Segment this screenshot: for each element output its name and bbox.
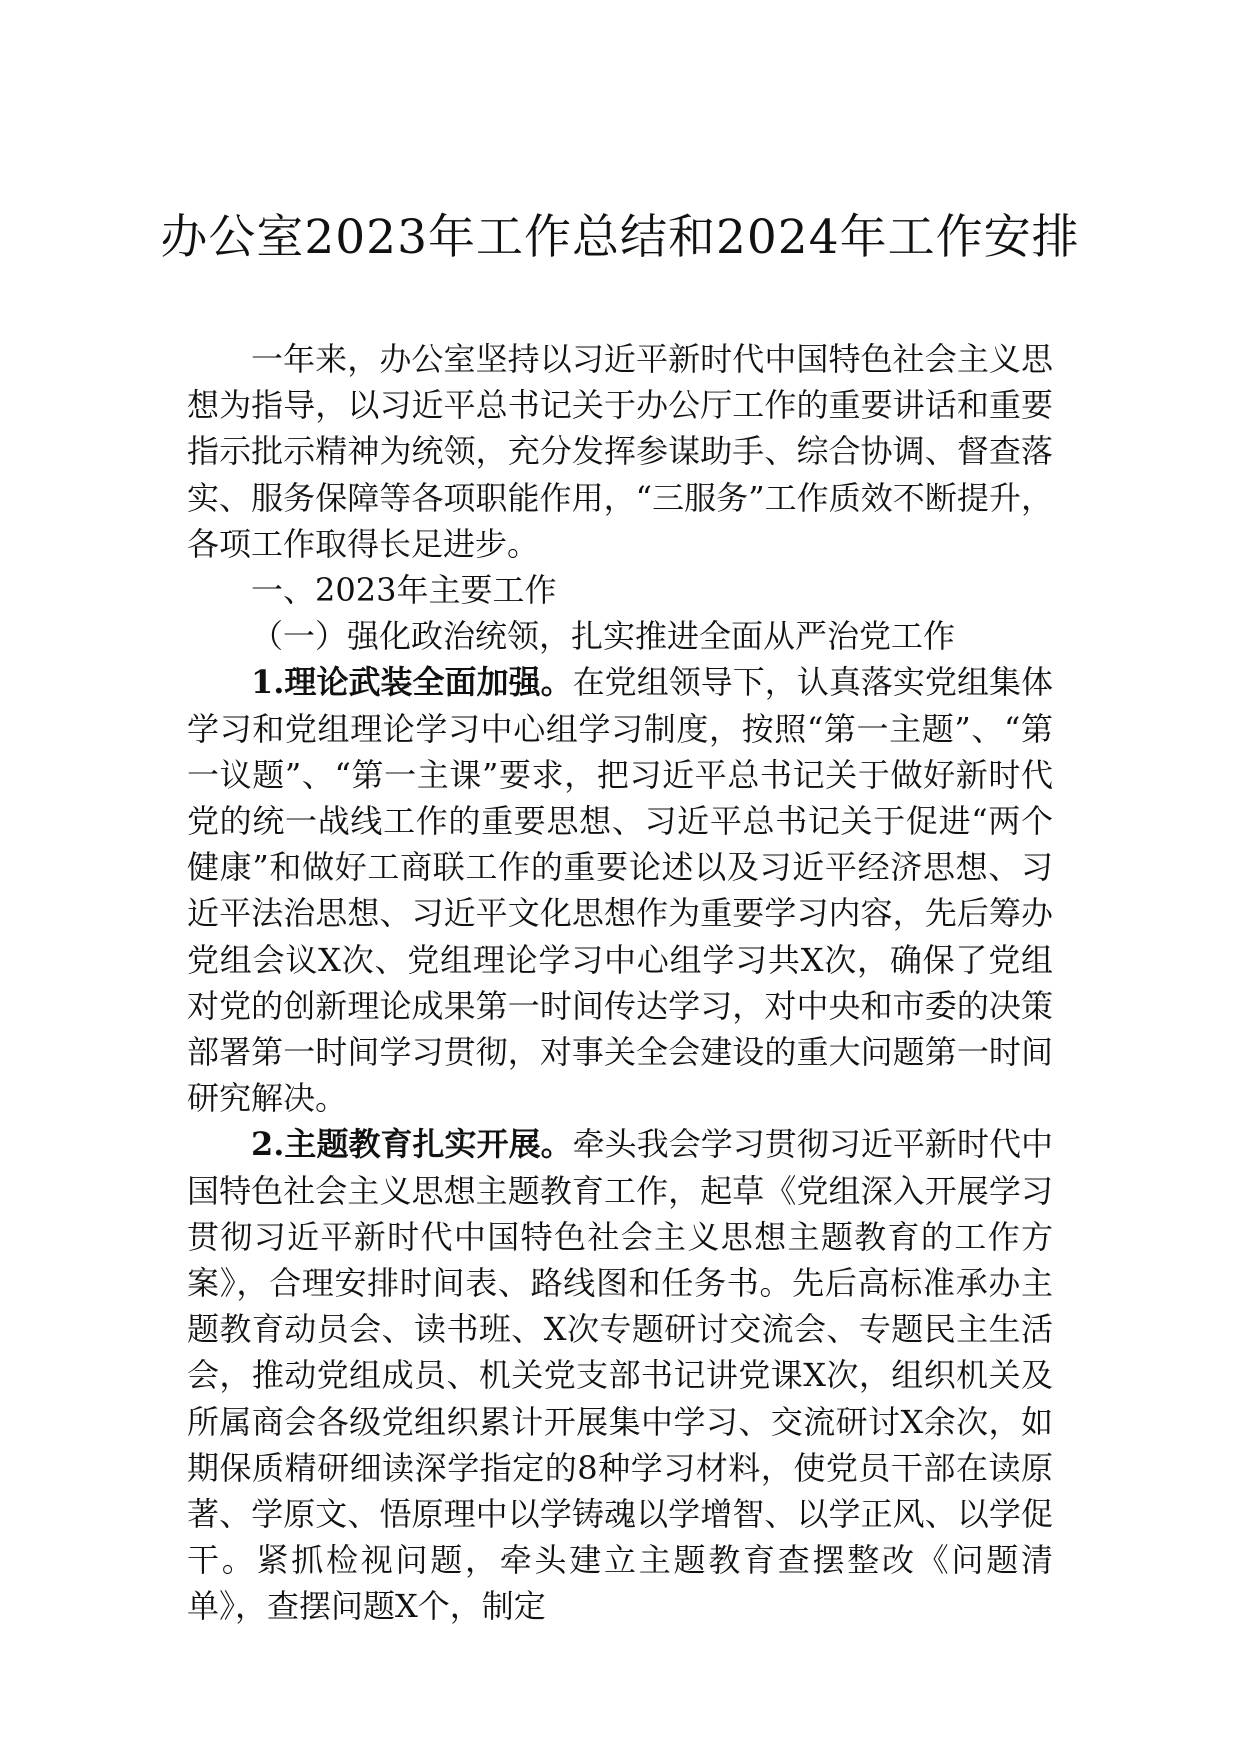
intro-paragraph: 一年来，办公室坚持以习近平新时代中国特色社会主义思想为指导，以习近平总书记关于办公厅工作的重要讲话和重要指示批示精神为统领，充分发挥参谋助手、综合协调、督查落实、服务保障等各项职能作用，“三服务”工作质效不断提升，各项工作取得长足进步。	[187, 340, 1053, 563]
document-body	[187, 336, 1053, 1630]
item-2-text: 牵头我会学习贯彻习近平新时代中国特色社会主义思想主题教育工作，起草《党组深入开展学习贯彻习近平新时代中国特色社会主义思想主题教育的工作方案》，合理安排时间表、路线图和任务书。先后高标准承办主题教育动员会、读书班、X次专题研讨交流会、专题民主生活会，推动党组成员、机关党支部书记讲党课X次，组织机关及所属商会各级党组织累计开展集中学习、交流研讨X余次，如期保质精研细读深学指定的8种学习材料，使党员干部在读原著、学原文、悟原理中以学铸魂以学增智、以学正风、以学促干。紧抓检视问题，牵头建立主题教育查摆整改《问题清单》，查摆问题X个，制定	[187, 1125, 1053, 1626]
item-1-text: 在党组领导下，认真落实党组集体学习和党组理论学习中心组学习制度，按照“第一主题”、“第一议题”、“第一主课”要求，把习近平总书记关于做好新时代党的统一战线工作的重要思想、习近平总书记关于促进“两个健康”和做好工商联工作的重要论述以及习近平经济思想、习近平法治思想、习近平文化思想作为重要学习内容，先后筹办党组会议X次、党组理论学习中心组学习共X次，确保了党组对党的创新理论成果第一时间传达学习，对中央和市委的决策部署第一时间学习贯彻，对事关全会建设的重大问题第一时间研究解决。	[187, 663, 1053, 1118]
section-heading: 一、2023年主要工作	[251, 571, 557, 610]
subsection-heading: （一）强化政治统领，扎实推进全面从严治党工作	[251, 617, 956, 656]
item-paragraph-2	[187, 1121, 1053, 1629]
item-paragraph-1	[187, 659, 1053, 1121]
item-1-lead: 1.理论武装全面加强。	[251, 663, 573, 702]
document-title: 办公室2023年工作总结和2024年工作安排	[160, 210, 1080, 265]
item-2-lead: 2.主题教育扎实开展。	[251, 1125, 573, 1164]
